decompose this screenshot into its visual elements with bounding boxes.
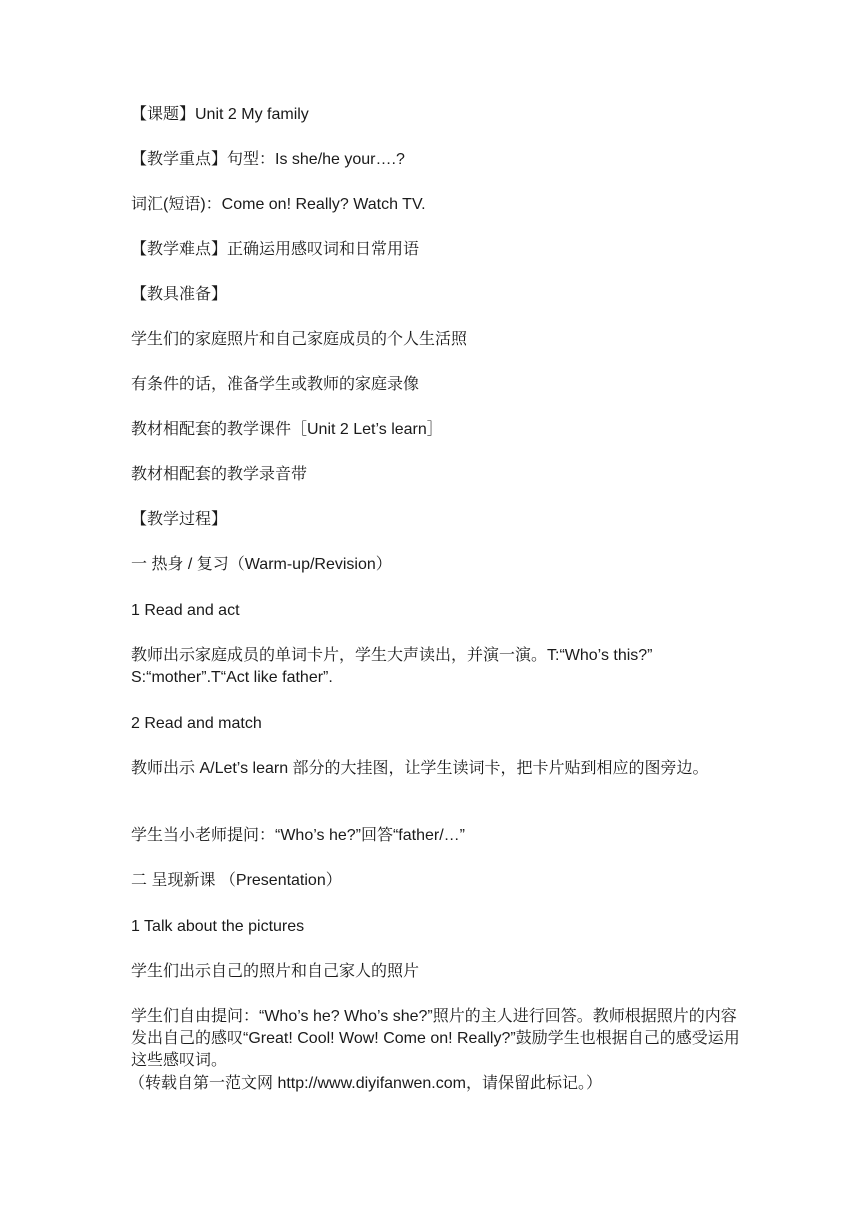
lesson-title: 【课题】Unit 2 My family [131,106,309,123]
materials-item-courseware: 教材相配套的教学课件［Unit 2 Let’s learn］ [131,421,443,438]
paragraph-free-questions: 学生们自由提问：“Who’s he? Who’s she?”照片的主人进行回答。教师根据照片的内容发出自己的感叹“Great! Cool! Wow! Come on! Really?”鼓励学生也根据自己的感受运用这些感叹词。 [131,1008,740,1069]
vocabulary-line: 词汇(短语)：Come on! Really? Watch TV. [131,196,426,213]
paragraph-read-and-act: 教师出示家庭成员的单词卡片，学生大声读出，并演一演。T:“Who’s this?” S:“mother”.T“Act like father”. [131,647,653,686]
teaching-difficulty: 【教学难点】正确运用感叹词和日常用语 [131,241,420,258]
materials-item-video: 有条件的话，准备学生或教师的家庭录像 [131,376,420,393]
paragraph-read-and-match: 教师出示 A/Let’s learn 部分的大挂图，让学生读词卡，把卡片贴到相应的图旁边。 [131,760,709,777]
materials-heading: 【教具准备】 [131,286,228,303]
step-read-and-match: 2 Read and match [131,715,262,732]
process-heading: 【教学过程】 [131,511,228,528]
teaching-focus: 【教学重点】句型：Is she/he your….? [131,151,405,168]
materials-item-tape: 教材相配套的教学录音带 [131,466,308,483]
section-presentation-heading: 二 呈现新课 （Presentation） [131,872,342,889]
step-talk-about-pictures: 1 Talk about the pictures [131,918,305,935]
paragraph-show-photos: 学生们出示自己的照片和自己家人的照片 [131,963,420,980]
section-warmup-heading: 一 热身 / 复习（Warm-up/Revision） [131,556,392,573]
source-note: （转载自第一范文网 http://www.diyifanwen.com，请保留此标记。） [129,1075,602,1092]
materials-item-photos: 学生们的家庭照片和自己家庭成员的个人生活照 [131,331,468,348]
step-read-and-act: 1 Read and act [131,602,240,619]
paragraph-little-teacher: 学生当小老师提问：“Who’s he?”回答“father/…” [131,827,465,844]
